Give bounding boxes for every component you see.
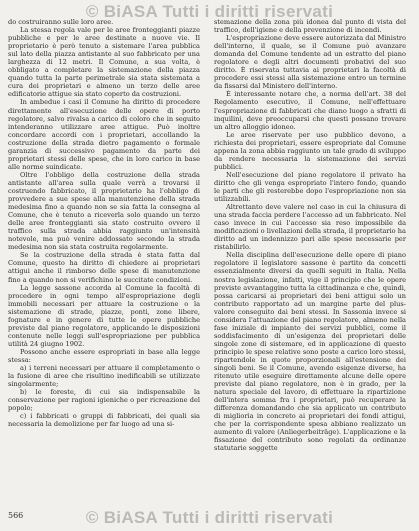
left-text-column [8, 18, 200, 428]
watermark-top: © BiASA Tutti i diritti riservati [85, 2, 334, 21]
watermark-bottom: © BiASA Tutti i diritti riservati [85, 508, 334, 527]
paragraph: b) le foreste, di cui sia indispensabile la conservazione per ragioni igieniche o per ricreazione del popolo; [8, 388, 200, 413]
right-text-column [214, 18, 406, 453]
paragraph: Nell'esecuzione del piano regolatore il privato ha diritto che gli venga espropriato l'intero fondo, quando le parti che gli resterebbe dopo l'espropriazione non sia utilizzabili. [214, 170, 406, 204]
paragraph: Oltre l'obbligo della costruzione della strada antistante all'area sulla quale verrà a trovarsi il costruendo fabbricato, il proprietario ha l'obbligo di provvedere a sue spese alla manutenzione della strada medesima fino a quando non se sia fatta la consegna al Comune, che è tenuto a riceverla solo quando un terzo delle aree fronteggianti sia stato costruito ovvero il traffico sulla strada abbia raggiunto un'intensità notevole, ma può venire addossato secondo la strada medesima non sia stata costruita regolarmente. [8, 170, 200, 252]
paragraph: c) i fabbricati o gruppi di fabbricati, dei quali sia necessaria la demolizione per far luogo ad una si- [8, 412, 200, 429]
paragraph: Possono anche essere espropriati in base alla legge stessa: [8, 347, 200, 364]
paragraph: Le aree riservate per uso pubblico devono, a richiesta dei proprietari, essere espropriate dal Comune appena la zona abbia raggiunto un tale grado di sviluppo da rendere necessaria la sistemazione dei servizi pubblici. [214, 130, 406, 171]
paragraph: La legge sassone accorda al Comune la facoltà di procedere in ogni tempo all'espropriazione degli immobili necessari per attuare la costruzione o la sistemazione di strade, piazze, ponti, zone libere, fognature e in genere di tutte le opere pubbliche previste dal piano regolatore, applicando le disposizioni contenute nelle leggi sull'espropriazione per pubblica utilità 24 giugno 1902. [8, 283, 200, 348]
paragraph: È interessante notare che, a norma dell'art. 38 del Regolamento esecutivo, il Comune, nell'effettuare l'espropriazione di fabbricati che diano luogo a sfratti di inquilini, deve preoccuparsi che questi possano trovare un altro alloggio idoneo. [214, 90, 406, 131]
paragraph: Se la costruzione della strada è stata fatta dal Comune, questo ha diritto di chiedere ai proprietari attigui anche il rimborso delle spese di manutenzione fino a quando non si verifichino le succitate condizioni. [8, 251, 200, 284]
paragraph: In ambedue i casi il Comune ha diritto di procedere direttamente all'esecuzione delle opere di porto regolatore, salvo rivalsa a carico di coloro che in seguito intenderanno utilizzare aree attigue. Può inoltre concordare accordi con i proprietari, accollando la costruzione della strada dietro pagamento o formale garanzia di successivo pagamento da parte dei proprietari stessi delle spese, che in loro carico in base alle norme suindicate. [8, 98, 200, 171]
paragraph: a) i terreni necessari per attuare il completamento o la fusione di aree che risultino inedificabili se utilizzate singolarmente; [8, 364, 200, 389]
paragraph: do costruiranno sulle loro aree. [8, 18, 114, 26]
paragraph: Altrettanto deve valere nel caso in cui la chiusura di una strada faccia perdere l'accesso ad un fabbricato. Nel caso invece in cui l'accesso sia reso impossibile da modificazioni o livellazioni della strada, il proprietario ha diritto ad un indennizzo pari alle spese necessarie per ristabilirlo. [214, 203, 406, 252]
paragraph: L'espropriazione deve essere autorizzata dal Ministro dell'interno, il quale, se il Comune può avanzare domanda del Comune tendente ad un estratto del piano regolatore e degli altri documenti probativi del suo diritto. È riservata tuttavia ai proprietari la facoltà di procedere essi stessi alla sistemazione entro un termine da fissarsi dal Ministero dell'interno. [214, 34, 406, 91]
paragraph: Nella disciplina dell'esecuzione delle opere di piano regolatore il legislatore sassone è partito da concetti essenzialmente diversi da quelli seguiti in Italia. Nella nostra legislazione, infatti, vige il principio che le opere previste avvantaggino tutta la cittadinanza e che, quindi, possa caricarsi ai proprietari dei beni attigui solo un contributo rapportato ad un margine parte del plus-valore conseguito dai beni stessi. In Sassonia invece si considera l'attuazione del piano regolatore, almeno nella fase iniziale di impianto dei servizi pubblici, come il soddisfacimento di un'esigenza dei proprietari delle singole zone di sistemare, ed in applicazione di questo principio le spese relative sono poste a carico loro stessi, ripartendole in quote proporzionali all'estensione dei singoli beni. Se il Comune, avendo esigenze diverse, ha ritenuto utile eseguire direttamente alcune delle opere previste dal piano regolatore, non è in grado, per la natura speciale del lavoro, di effettuare la ripartizione dell'intera somma fra i proprietari, può recuperare la differenza domandando che sia applicato un contributo di migliorìa in concreto ai proprietari dei fondi attigui, che per la corrispondente spesa abbiano realizzato un aumento di valore (Anliegerbeiträge). L'applicazione e la fissazione del contributo sono regolati da ordinanze statutarie soggette [214, 251, 406, 453]
page-number: 566 [8, 511, 24, 520]
paragraph: La stessa regola vale per le aree fronteggianti piazze pubbliche e per le aree destinate a nuove vie. Il proprietario è però tenuto a sistemare l'area pubblica sul lato della piazza antistante al suo fabbricato per una larghezza di 12 metri. Il Comune, a sua volta, è obbligato a completare la sistemazione della piazza quando tutta la parte perimetrale sia stata sistemata a cura dei proprietari e almeno un terzo delle aree edificatorie attigue sia stato coperto da costruzioni. [8, 26, 200, 99]
paragraph: stemazione della zona più idonea dal punto di vista del traffico, dell'igiene e della prevenzione di incendi. [214, 18, 406, 35]
